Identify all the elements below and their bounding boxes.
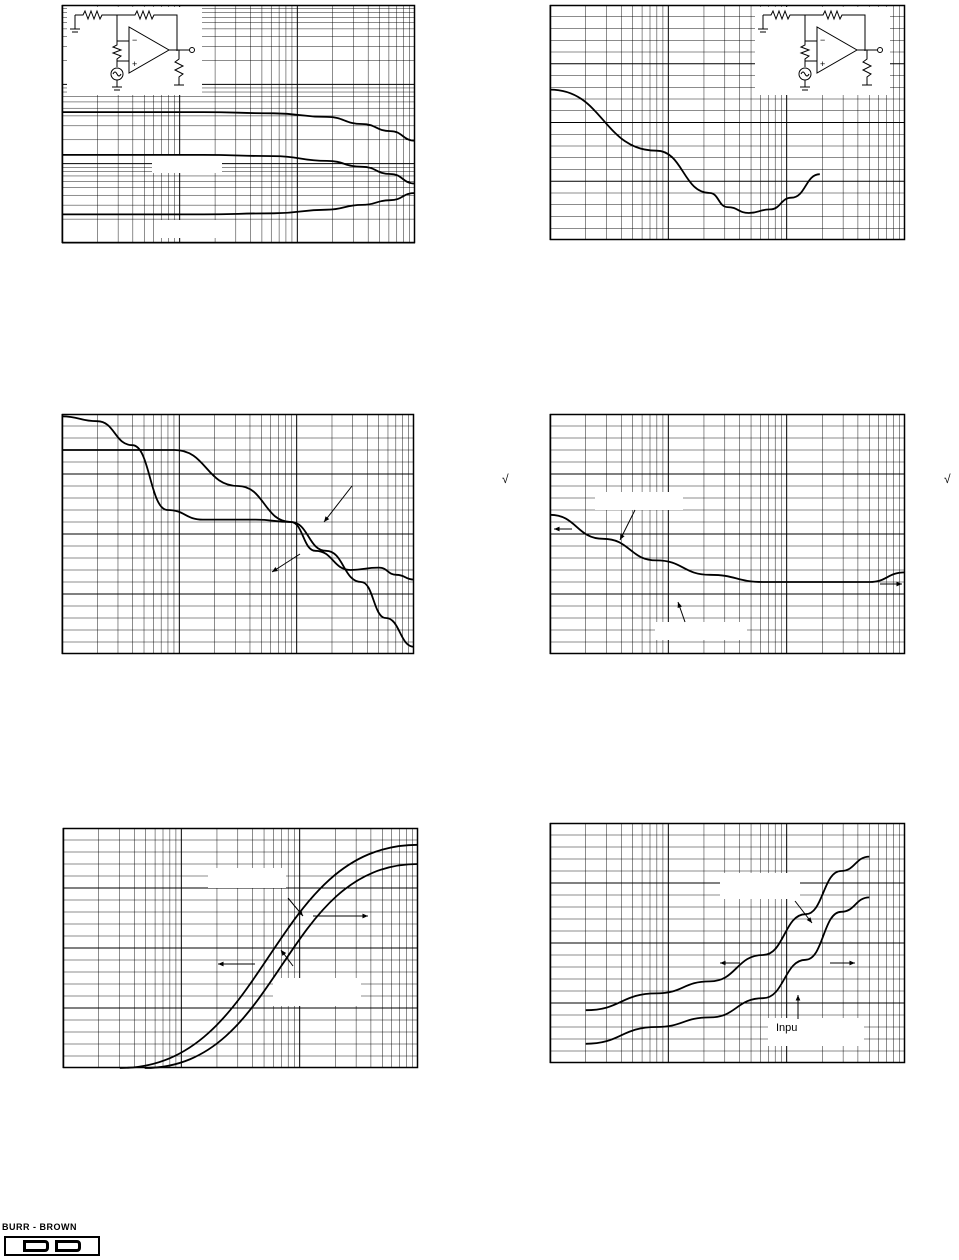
- svg-text:−: −: [132, 35, 138, 45]
- side-mark-right: √: [944, 472, 951, 486]
- grid: [63, 828, 418, 1068]
- chart-2: [550, 5, 905, 240]
- annotation-text: Inpu: [776, 1022, 798, 1034]
- annotation-label: [768, 1018, 864, 1046]
- annotation-label: [152, 155, 222, 173]
- annotation-label: [208, 868, 286, 888]
- svg-text:+: +: [132, 59, 138, 69]
- annotation-label: [655, 622, 747, 640]
- chart-5: [63, 828, 418, 1068]
- chart-3: [62, 414, 414, 654]
- burr-brown-logo: [2, 1222, 130, 1258]
- annotation-label: [273, 978, 361, 1006]
- chart-4: [550, 414, 905, 654]
- chart-1: [62, 5, 415, 243]
- annotation-label: [595, 492, 683, 510]
- annotation-label: [157, 220, 217, 238]
- brand-name: BURR - BROWN: [2, 1222, 77, 1232]
- annotation-label: [720, 873, 800, 899]
- grid: [550, 414, 905, 654]
- side-mark-left: √: [502, 472, 509, 486]
- opamp-circuit-icon: [67, 7, 202, 95]
- opamp-circuit-icon: [755, 7, 890, 95]
- bb-logo-icon: [4, 1236, 100, 1256]
- svg-text:+: +: [820, 59, 826, 69]
- svg-text:−: −: [820, 35, 826, 45]
- chart-6: [550, 823, 905, 1063]
